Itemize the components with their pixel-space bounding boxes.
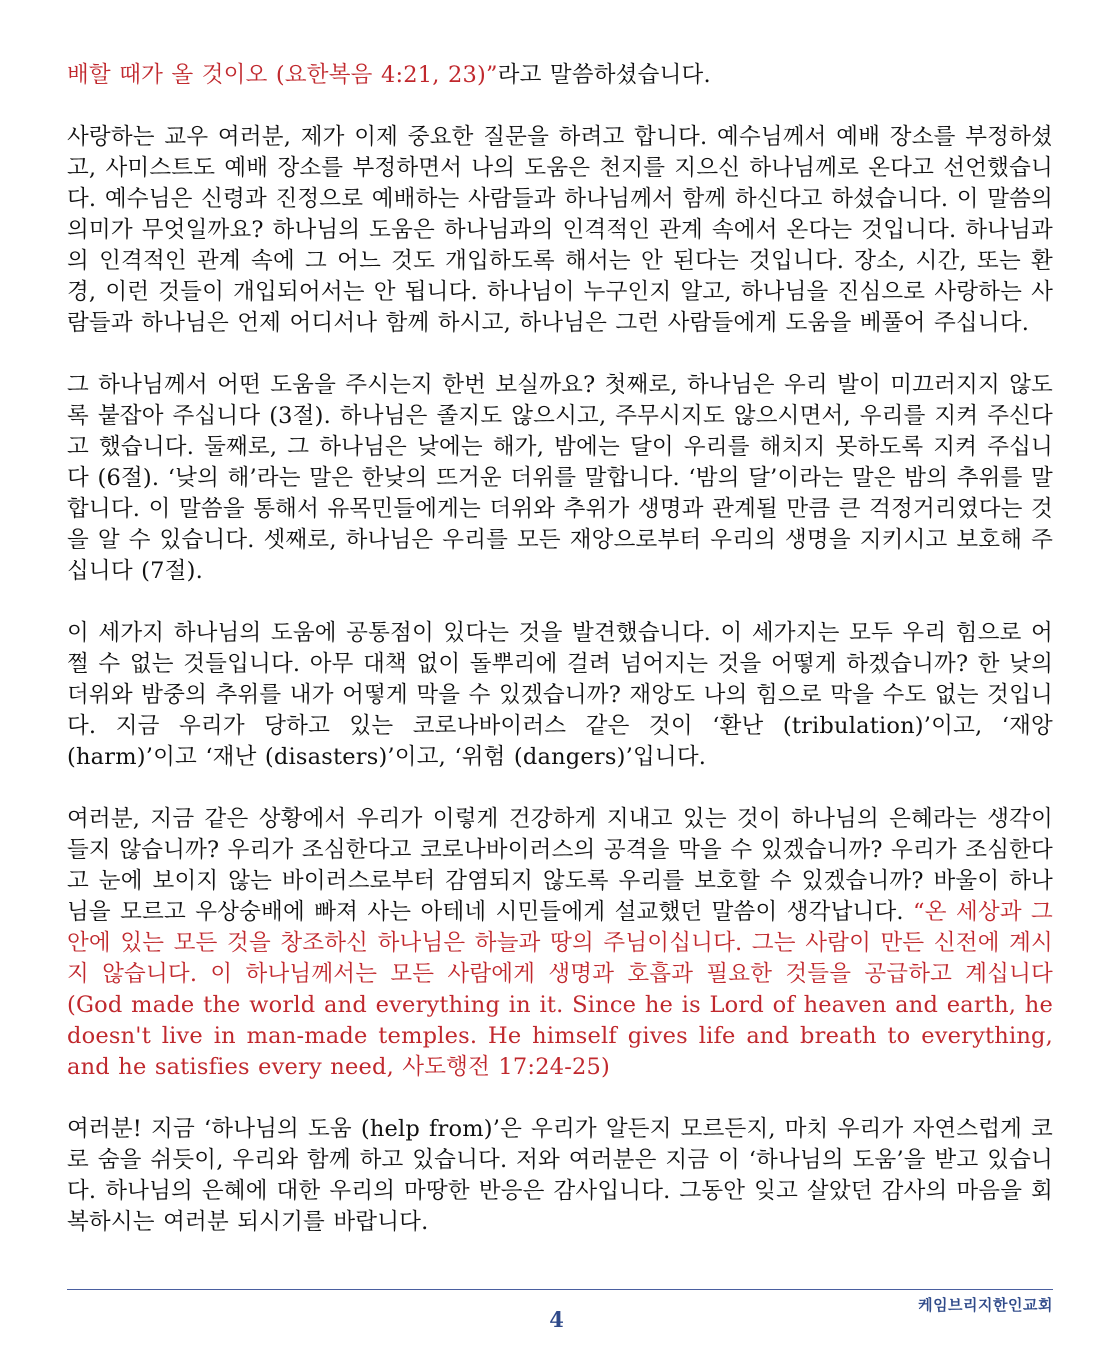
paragraph-1-text: 라고 말씀하셨습니다. xyxy=(497,62,711,88)
paragraph-4: 이 세가지 하나님의 도움에 공통점이 있다는 것을 발견했습니다. 이 세가지는 모두 우리 힘으로 어쩔 수 없는 것들입니다. 아무 대책 없이 돌뿌리에 걸려 넘어지는 것을 어떻게 하겠습니까? 한 낮의 더위와 밤중의 추위를 내가 어떻게 막을 수 있겠습니까? 재앙도 나의 힘으로 막을 수도 없는 것입니다. 지금 우리가 당하고 있는 코로나바이러스 같은 것이 ‘환난 (tribulation)’이고, ‘재앙 (harm)’이고 ‘재난 (disasters)’이고, ‘위험 (dangers)’입니다. xyxy=(67,620,1053,770)
paragraph-5-text: 여러분, 지금 같은 상황에서 우리가 이렇게 건강하게 지내고 있는 것이 하나님의 은혜라는 생각이 들지 않습니까? 우리가 조심한다고 코로나바이러스의 공격을 막을 수 있겠습니까? 우리가 조심한다고 눈에 보이지 않는 바이러스로부터 감염되지 않도록 우리를 보호할 수 있겠습니까? 바울이 하나님을 모르고 우상숭배에 빠져 사는 아테네 시민들에게 설교했던 말씀이 생각납니다. xyxy=(67,806,1053,925)
footer-divider xyxy=(67,1289,1053,1290)
scripture-quote-acts: “온 세상과 그 안에 있는 모든 것을 창조하신 하나님은 하늘과 땅의 주님이십니다. 그는 사람이 만든 신전에 계시지 않습니다. 이 하나님께서는 모든 사람에게 생명과 호흡과 필요한 것들을 공급하고 계십니다 (God made the world and everything in it. Since he is Lord of heaven and earth, he doesn't live in man-made temples. He himself gives life and breath to everything, and he satisfies every need, 사도행전 17:24-25) xyxy=(67,899,1053,1080)
document-body xyxy=(67,60,1053,1269)
paragraph-6: 여러분! 지금 ‘하나님의 도움 (help from)’은 우리가 알든지 모르든지, 마치 우리가 자연스럽게 코로 숨을 쉬듯이, 우리와 함께 하고 있습니다. 저와 여러분은 지금 이 ‘하나님의 도움’을 받고 있습니다. 하나님의 은혜에 대한 우리의 마땅한 반응은 감사입니다. 그동안 잊고 살았던 감사의 마음을 회복하시는 여러분 되시기를 바랍니다. xyxy=(67,1116,1053,1235)
scripture-quote-john: 배할 때가 올 것이오 (요한복음 4:21, 23)” xyxy=(67,62,498,88)
paragraph-3: 그 하나님께서 어떤 도움을 주시는지 한번 보실까요? 첫째로, 하나님은 우리 발이 미끄러지지 않도록 붙잡아 주십니다 (3절). 하나님은 졸지도 않으시고, 주무시지도 않으시면서, 우리를 지켜 주신다고 했습니다. 둘째로, 그 하나님은 낮에는 해가, 밤에는 달이 우리를 해치지 못하도록 지켜 주십니다 (6절). ‘낮의 해’라는 말은 한낮의 뜨거운 더위를 말합니다. ‘밤의 달’이라는 말은 밤의 추위를 말합니다. 이 말씀을 통해서 유목민들에게는 더위와 추위가 생명과 관계될 만큼 큰 걱정거리였다는 것을 알 수 있습니다. 셋째로, 하나님은 우리를 모든 재앙으로부터 우리의 생명을 지키시고 보호해 주십니다 (7절). xyxy=(67,372,1053,584)
paragraph-5 xyxy=(67,804,1053,1083)
paragraph-2: 사랑하는 교우 여러분, 제가 이제 중요한 질문을 하려고 합니다. 예수님께서 예배 장소를 부정하셨고, 사미스트도 예배 장소를 부정하면서 나의 도움은 천지를 지으신 하나님께로 온다고 선언했습니다. 예수님은 신령과 진정으로 예배하는 사람들과 하나님께서 함께 하신다고 하셨습니다. 이 말씀의 의미가 무엇일까요? 하나님의 도움은 하나님과의 인격적인 관계 속에서 온다는 것입니다. 하나님과의 인격적인 관계 속에 그 어느 것도 개입하도록 해서는 안 된다는 것입니다. 장소, 시간, 또는 환경, 이런 것들이 개입되어서는 안 됩니다. 하나님이 누구인지 알고, 하나님을 진심으로 사랑하는 사람들과 하나님은 언제 어디서나 함께 하시고, 하나님은 그런 사람들에게 도움을 베풀어 주십니다. xyxy=(67,124,1053,336)
church-name: 케임브리지한인교회 xyxy=(918,1296,1053,1314)
paragraph-1 xyxy=(67,60,1053,91)
page-number: 4 xyxy=(549,1307,564,1332)
